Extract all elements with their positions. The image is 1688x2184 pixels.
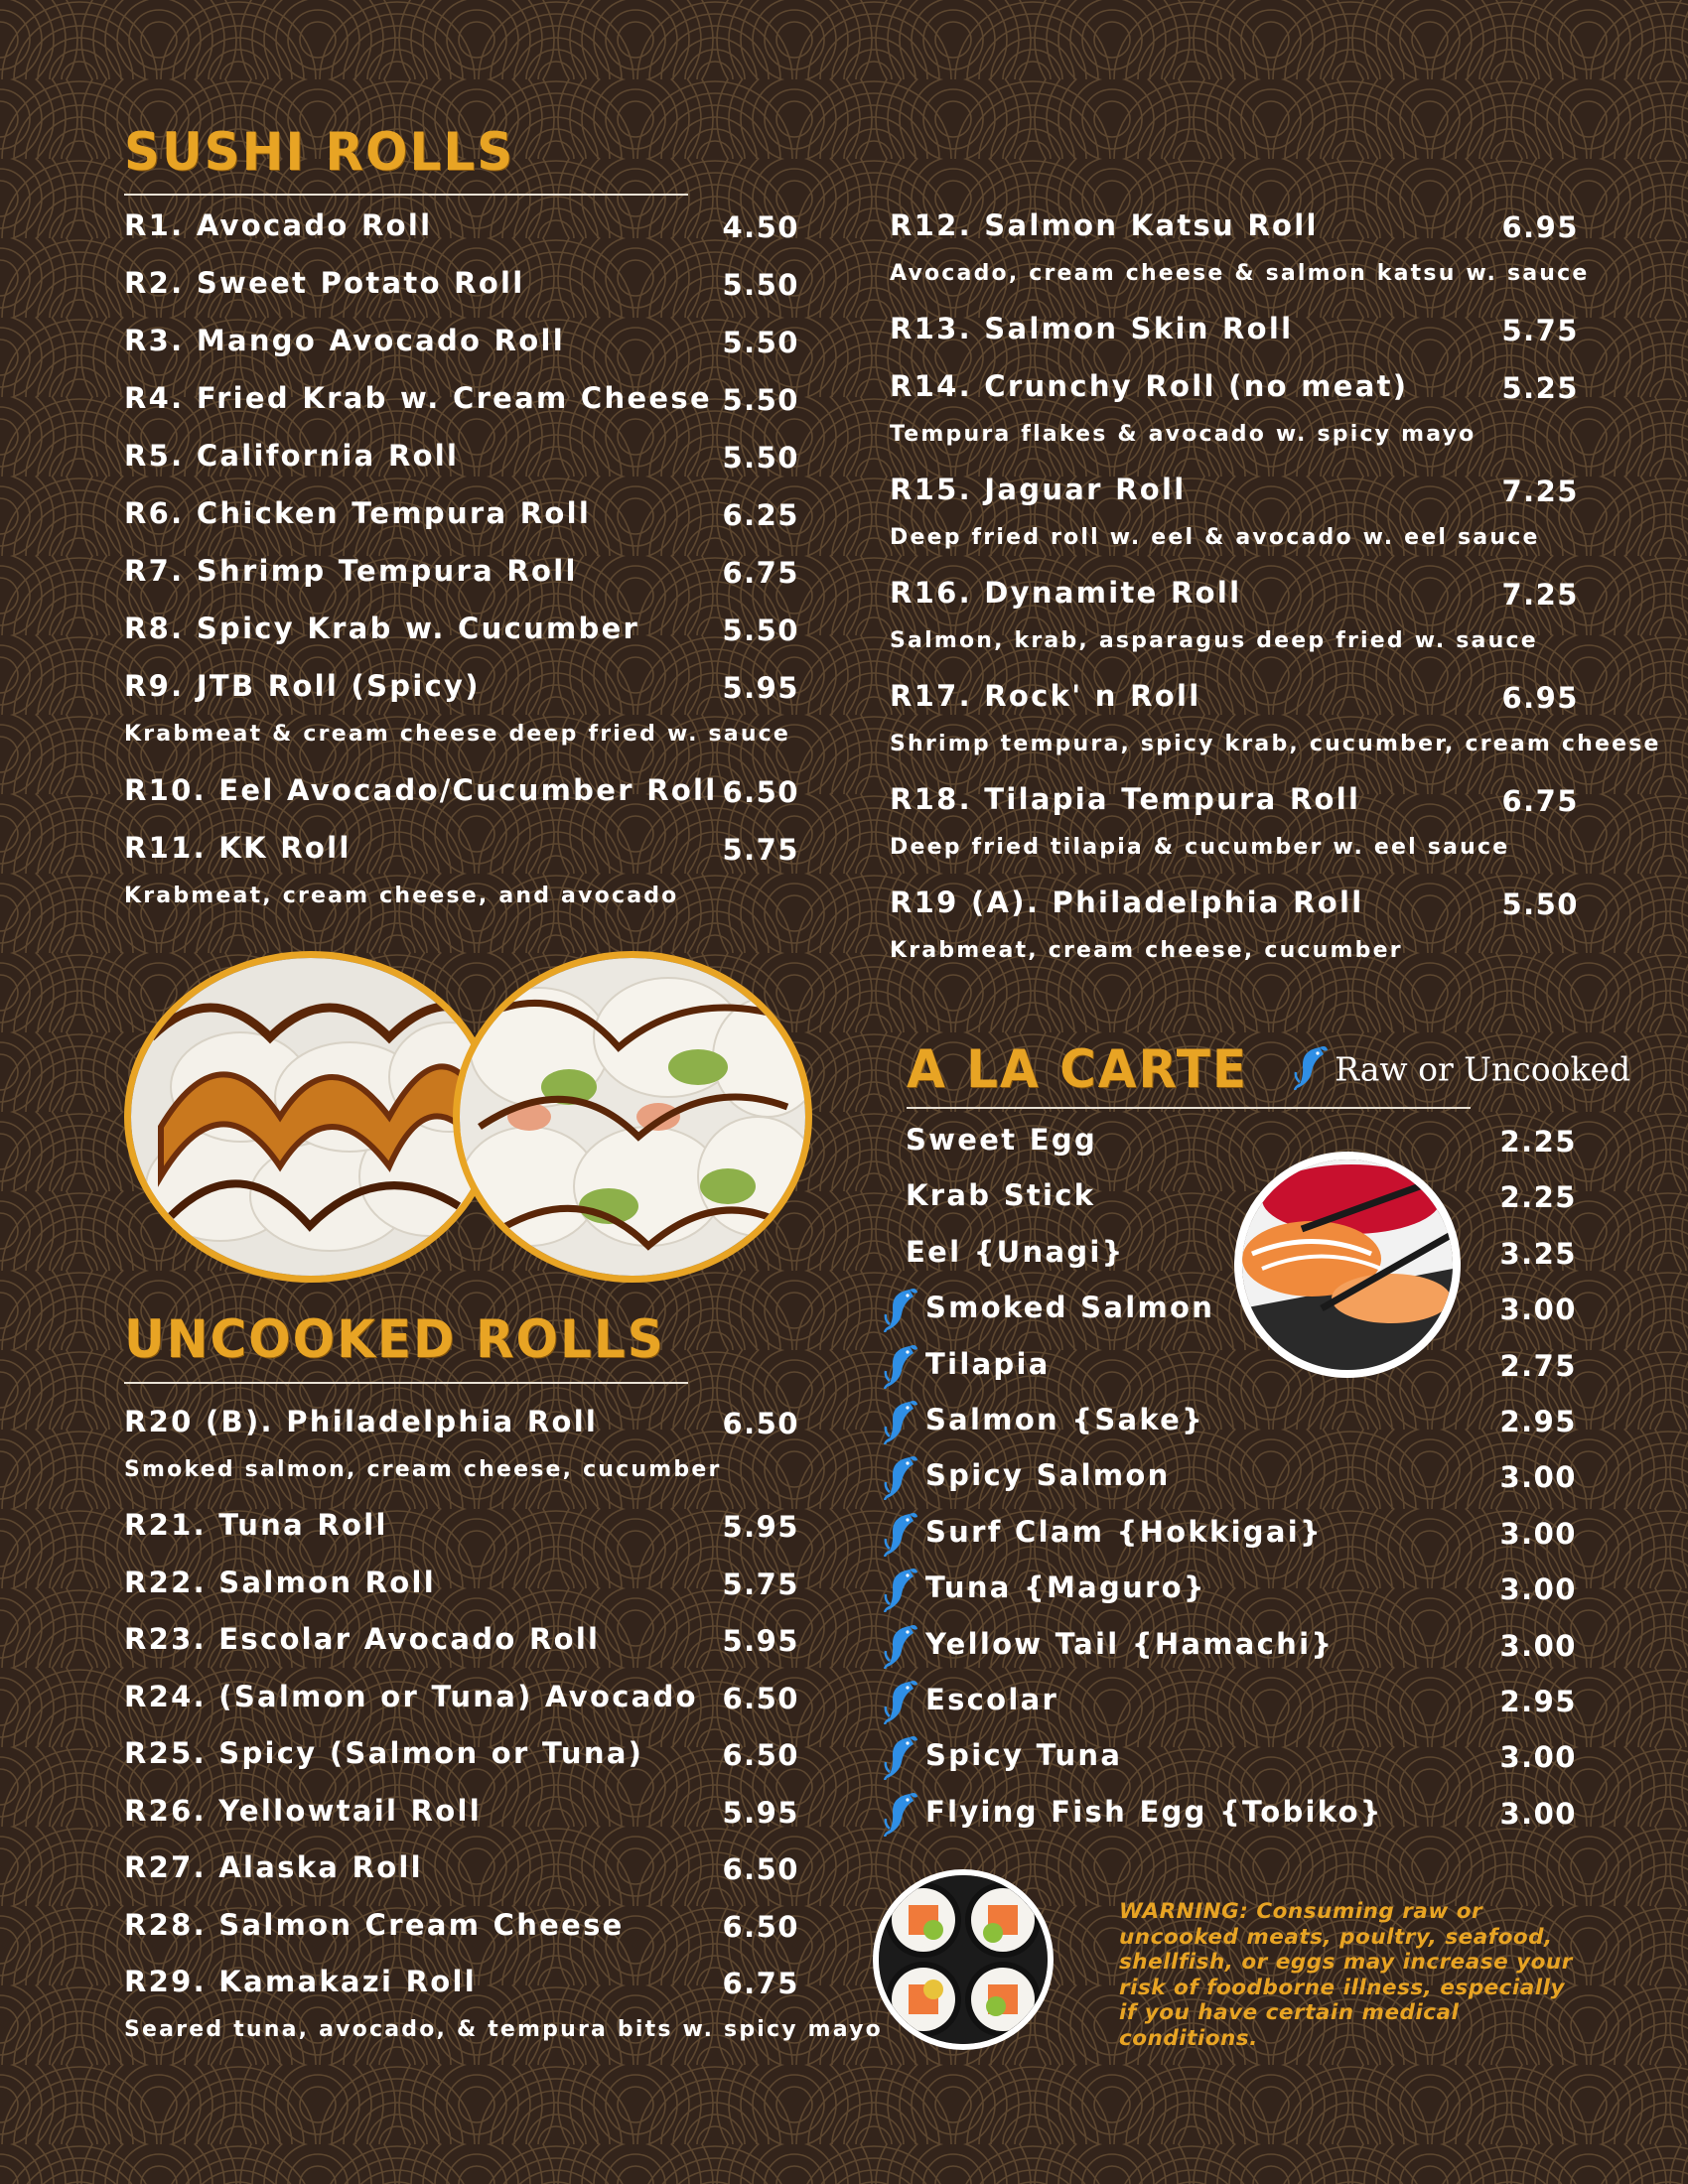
- item-name: R22. Salmon Roll: [124, 1565, 437, 1599]
- item-price: 5.50: [722, 326, 799, 359]
- uncooked-rolls-heading: UNCOOKED ROLLS: [124, 1308, 665, 1370]
- item-name: Spicy Tuna: [925, 1738, 1123, 1773]
- item-name: R8. Spicy Krab w. Cucumber: [124, 612, 640, 645]
- item-description: Deep fried roll w. eel & avocado w. eel sauce: [890, 525, 1540, 550]
- item-name: R21. Tuna Roll: [124, 1508, 388, 1542]
- item-price: 5.95: [722, 1624, 799, 1658]
- fish-icon: [884, 1399, 919, 1444]
- item-price: 6.75: [1501, 784, 1579, 818]
- item-name: Tilapia: [925, 1346, 1051, 1381]
- item-name: R7. Shrimp Tempura Roll: [124, 554, 578, 588]
- item-name: Surf Clam {Hokkigai}: [925, 1514, 1323, 1549]
- item-price: 3.00: [1499, 1740, 1577, 1775]
- item-price: 6.50: [722, 1407, 799, 1440]
- raw-legend-label: Raw or Uncooked: [1335, 1049, 1631, 1089]
- nigiri-photo: [1234, 1152, 1461, 1378]
- sushi-rolls-heading: SUSHI ROLLS: [124, 121, 515, 183]
- item-description: Krabmeat & cream cheese deep fried w. sauce: [124, 722, 791, 747]
- item-price: 6.95: [1501, 681, 1579, 715]
- item-price: 2.95: [1499, 1685, 1577, 1718]
- item-name: R23. Escolar Avocado Roll: [124, 1622, 601, 1656]
- item-price: 5.50: [722, 268, 799, 302]
- fish-icon: [1294, 1044, 1330, 1094]
- item-name: R12. Salmon Katsu Roll: [890, 208, 1319, 242]
- item-description: Seared tuna, avocado, & tempura bits w. spicy mayo: [124, 2017, 883, 2042]
- raw-legend: [1294, 1044, 1630, 1094]
- item-name: R19 (A). Philadelphia Roll: [890, 886, 1364, 919]
- item-price: 6.50: [722, 775, 799, 809]
- item-name: R9. JTB Roll (Spicy): [124, 669, 481, 703]
- item-price: 3.00: [1499, 1796, 1577, 1831]
- item-price: 3.00: [1499, 1572, 1577, 1607]
- item-name: R15. Jaguar Roll: [890, 473, 1187, 506]
- item-name: Spicy Salmon: [925, 1458, 1171, 1493]
- item-name: R1. Avocado Roll: [124, 208, 433, 242]
- avocado-roll-photo: [453, 951, 812, 1283]
- item-name: R10. Eel Avocado/Cucumber Roll: [124, 773, 718, 807]
- item-price: 7.25: [1501, 475, 1579, 508]
- maki-photo: [873, 1869, 1054, 2050]
- fish-icon: [884, 1734, 919, 1780]
- food-safety-warning: WARNING: Consuming raw or uncooked meats, poultry, seafood, shellfish, or eggs may increase your risk of foodborne illness, especially if you have certain medical conditions.: [1119, 1899, 1573, 2051]
- item-price: 6.25: [722, 498, 799, 532]
- item-price: 6.95: [1501, 210, 1579, 244]
- sushi-rolls-divider: [124, 194, 688, 196]
- fish-icon: [884, 1623, 919, 1669]
- item-name: Sweet Egg: [906, 1123, 1098, 1157]
- item-name: Escolar: [925, 1683, 1059, 1716]
- item-name: Flying Fish Egg {Tobiko}: [925, 1794, 1383, 1829]
- item-price: 5.50: [1501, 887, 1579, 921]
- item-name: Krab Stick: [906, 1178, 1096, 1213]
- item-description: Tempura flakes & avocado w. spicy mayo: [890, 422, 1477, 447]
- item-price: 5.50: [722, 383, 799, 417]
- fish-icon: [884, 1287, 919, 1332]
- uncooked-rolls-divider: [124, 1382, 688, 1384]
- fish-icon: [884, 1679, 919, 1724]
- item-name: R2. Sweet Potato Roll: [124, 266, 525, 300]
- item-description: Deep fried tilapia & cucumber w. eel sauce: [890, 835, 1510, 860]
- item-price: 6.50: [722, 1909, 799, 1944]
- item-price: 3.25: [1499, 1236, 1577, 1271]
- item-price: 5.75: [722, 1567, 799, 1601]
- item-name: R27. Alaska Roll: [124, 1850, 423, 1884]
- item-price: 5.95: [722, 1510, 799, 1544]
- fish-icon: [884, 1567, 919, 1612]
- item-description: Shrimp tempura, spicy krab, cucumber, cream cheese: [890, 732, 1661, 756]
- item-description: Smoked salmon, cream cheese, cucumber: [124, 1457, 722, 1482]
- item-name: R18. Tilapia Tempura Roll: [890, 782, 1361, 816]
- eel-roll-photo: [124, 951, 497, 1283]
- item-name: R17. Rock' n Roll: [890, 679, 1201, 713]
- fish-icon: [884, 1791, 919, 1837]
- item-name: R24. (Salmon or Tuna) Avocado: [124, 1679, 698, 1713]
- item-price: 6.50: [722, 1852, 799, 1886]
- item-price: 2.75: [1499, 1348, 1577, 1383]
- item-name: R13. Salmon Skin Roll: [890, 312, 1294, 345]
- item-name: R28. Salmon Cream Cheese: [124, 1907, 625, 1942]
- item-name: R20 (B). Philadelphia Roll: [124, 1405, 599, 1438]
- item-name: Tuna {Maguro}: [925, 1570, 1206, 1605]
- item-name: R5. California Roll: [124, 439, 460, 473]
- item-price: 4.50: [722, 210, 799, 244]
- fish-icon: [884, 1454, 919, 1500]
- item-name: R3. Mango Avocado Roll: [124, 324, 565, 357]
- fish-icon: [884, 1511, 919, 1557]
- item-price: 3.00: [1499, 1460, 1577, 1495]
- item-name: R26. Yellowtail Roll: [124, 1793, 482, 1828]
- item-name: R6. Chicken Tempura Roll: [124, 496, 592, 530]
- item-name: Eel {Unagi}: [906, 1234, 1125, 1269]
- a-la-carte-heading: A LA CARTE: [907, 1038, 1248, 1100]
- fish-icon: [884, 1343, 919, 1389]
- item-price: 3.00: [1499, 1628, 1577, 1663]
- item-name: Salmon {Sake}: [925, 1403, 1205, 1436]
- item-description: Krabmeat, cream cheese, cucumber: [890, 938, 1403, 963]
- item-price: 5.50: [722, 441, 799, 475]
- item-name: Yellow Tail {Hamachi}: [925, 1626, 1335, 1661]
- item-description: Avocado, cream cheese & salmon katsu w. sauce: [890, 261, 1590, 286]
- item-price: 6.50: [722, 1738, 799, 1772]
- item-price: 5.75: [722, 833, 799, 867]
- item-name: R29. Kamakazi Roll: [124, 1965, 477, 1998]
- item-price: 5.75: [1501, 314, 1579, 347]
- item-name: R11. KK Roll: [124, 831, 352, 865]
- item-price: 6.75: [722, 556, 799, 590]
- item-name: R4. Fried Krab w. Cream Cheese: [124, 381, 712, 415]
- a-la-carte-divider: [907, 1107, 1471, 1109]
- item-price: 3.00: [1499, 1293, 1577, 1327]
- item-description: Krabmeat, cream cheese, and avocado: [124, 884, 679, 908]
- item-price: 6.50: [722, 1681, 799, 1715]
- item-name: R16. Dynamite Roll: [890, 576, 1242, 610]
- item-price: 2.25: [1499, 1180, 1577, 1215]
- item-price: 5.95: [722, 1795, 799, 1830]
- item-price: 7.25: [1501, 578, 1579, 612]
- item-price: 2.25: [1499, 1125, 1577, 1159]
- item-price: 6.75: [722, 1967, 799, 2000]
- item-price: 3.00: [1499, 1516, 1577, 1551]
- item-price: 2.95: [1499, 1405, 1577, 1438]
- item-name: R14. Crunchy Roll (no meat): [890, 369, 1409, 403]
- item-price: 5.95: [722, 671, 799, 705]
- item-description: Salmon, krab, asparagus deep fried w. sauce: [890, 628, 1538, 653]
- item-name: Smoked Salmon: [925, 1291, 1215, 1325]
- item-price: 5.25: [1501, 371, 1579, 405]
- item-name: R25. Spicy (Salmon or Tuna): [124, 1736, 644, 1770]
- item-price: 5.50: [722, 614, 799, 647]
